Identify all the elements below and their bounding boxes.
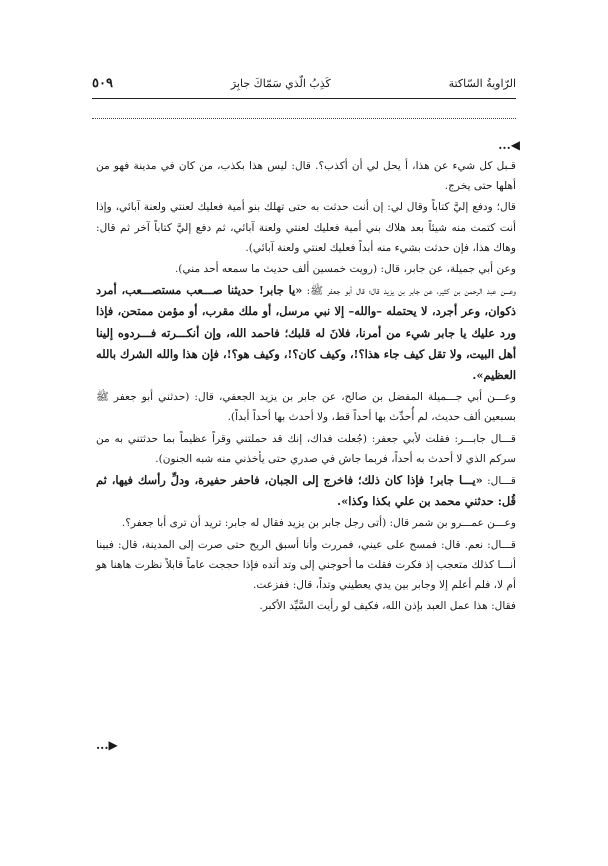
body-text	[96, 156, 516, 616]
narration-text: وعن أبي جميلة، عن جابر، قال: (رويت خمسين ألف حديث ما سمعه أحد مني).	[174, 263, 516, 276]
header-rule	[92, 98, 516, 99]
paragraph	[96, 259, 516, 279]
continuation-mark: ◀...	[498, 138, 520, 152]
paragraph	[96, 156, 516, 196]
end-mark: ...▶	[96, 738, 118, 752]
dotted-rule	[92, 118, 516, 119]
paragraph	[96, 535, 516, 596]
chapter-title: كَذِبُ الّذي سَمّاكَ جابِرَ	[230, 77, 331, 90]
narration-text: قـــال:	[482, 475, 516, 488]
narration-text: وعـــن أبي جـــميلة المفضل بن صالح، عن جابر بن يزيد الجعفي، قال: (حدثني أبو جعفر ﷺ بسبعين ألف حديث، لم أُحدِّث بها أحداً قط، ولا أحدث بها أحداً أبداً).	[96, 391, 516, 424]
narration-text: قـــال: نعم. قال: فمسح على عيني، فمررت وأنا أسبق الريح حتى صرت إلى المدينة، قال: فبينا أنـــا كذلك متعجب إذ فكرت فقلت ما أحوجني إلى وتد أتده فإذا حججت عاماً قابلاً نظرت هاهنا هو أم لا، فلم أعلم إلا وجابر بين يدي يعطيني وتداً، قال: ففزعت.	[96, 538, 516, 592]
page-number: ٥٠٩	[92, 76, 113, 91]
narration-text: فقال: هذا عمل العبد بإذن الله، فكيف لو رأيت السَّيِّد الأكبر.	[259, 600, 516, 613]
narration-text: وعـــن عبد الرحمن بن كثير، عن جابر بن يزيد قال؛ قال أبو جعفر ﷺ:	[302, 285, 516, 298]
narration-text: قـــال جابـــر: فقلت لأبي جعفر: (جُعلت فداك، إنك قد حملتني وقراً عظيماً بما حدثتني به من سركم الذي لا أحدث به أحداً، فربما جاش في صدري حتى يأخذني منه شبه الجنون).	[96, 432, 516, 465]
paragraph	[96, 280, 516, 386]
paragraph	[96, 470, 516, 512]
narration-text: وعـــن عمـــرو بن شمر قال: (أتى رجل جابر بن يزيد فقال له جابر: تريد أن ترى أبا جعفر؟.	[121, 517, 516, 530]
paragraph	[96, 197, 516, 258]
book-title: الرّاويةُ السّاكتة	[448, 77, 516, 90]
paragraph	[96, 596, 516, 616]
running-header	[92, 76, 516, 98]
paragraph	[96, 387, 516, 427]
narration-text: قـبل كل شيء عن هذا، أ يحل لي أن أكذب؟. قال: ليس هذا بكذب، من كان في مدينة فهو من أهلها حتى يخرج.	[96, 160, 516, 193]
paragraph	[96, 513, 516, 533]
hadith-quote: «يـــا جابر! فإذا كان ذلك؛ فاخرج إلى الجبان، فاحفر حفيرة، ودلِّ رأسك فيها، ثم قُل: حدثني محمد بن علي بكذا وكذا».	[96, 473, 516, 509]
paragraph	[96, 429, 516, 469]
hadith-quote: «يا جابر! حديثنا صـــعب مستصـــعب، أمرد ذكوان، وعر أجرد، لا يحتمله –والله– إلا نبي مرسل، أو ملك مقرب، أو مؤمن ممتحن، فإذا ورد عليك يا جابر شيء من أمرنا، فلانَ له قلبك؛ فاحمد الله، وإن أنكـــرته فـــردوه إلينا أهل البيت، ولا تقل كيف جاء هذا؟!، وكيف كان؟!، وكيف هو؟!، فإن هذا والله الشرك بالله العظيم».	[96, 283, 516, 383]
narration-text: قال؛ ودفع إليَّ كتاباً وقال لي: إن أنت حدثت به حتى تهلك بنو أمية فعليك لعنتي ولعنة آبائي، وإذا أنت كتمت منه شيئاً بعد هلاك بني أمية فعليك لعنتي ولعنة آبائي، ثم دفع إليَّ كتاباً آخر ثم قال: وهاك هذا، فإن حدثت بشيء منه أبداً فعليك لعنتي ولعنة آبائي).	[96, 201, 516, 254]
